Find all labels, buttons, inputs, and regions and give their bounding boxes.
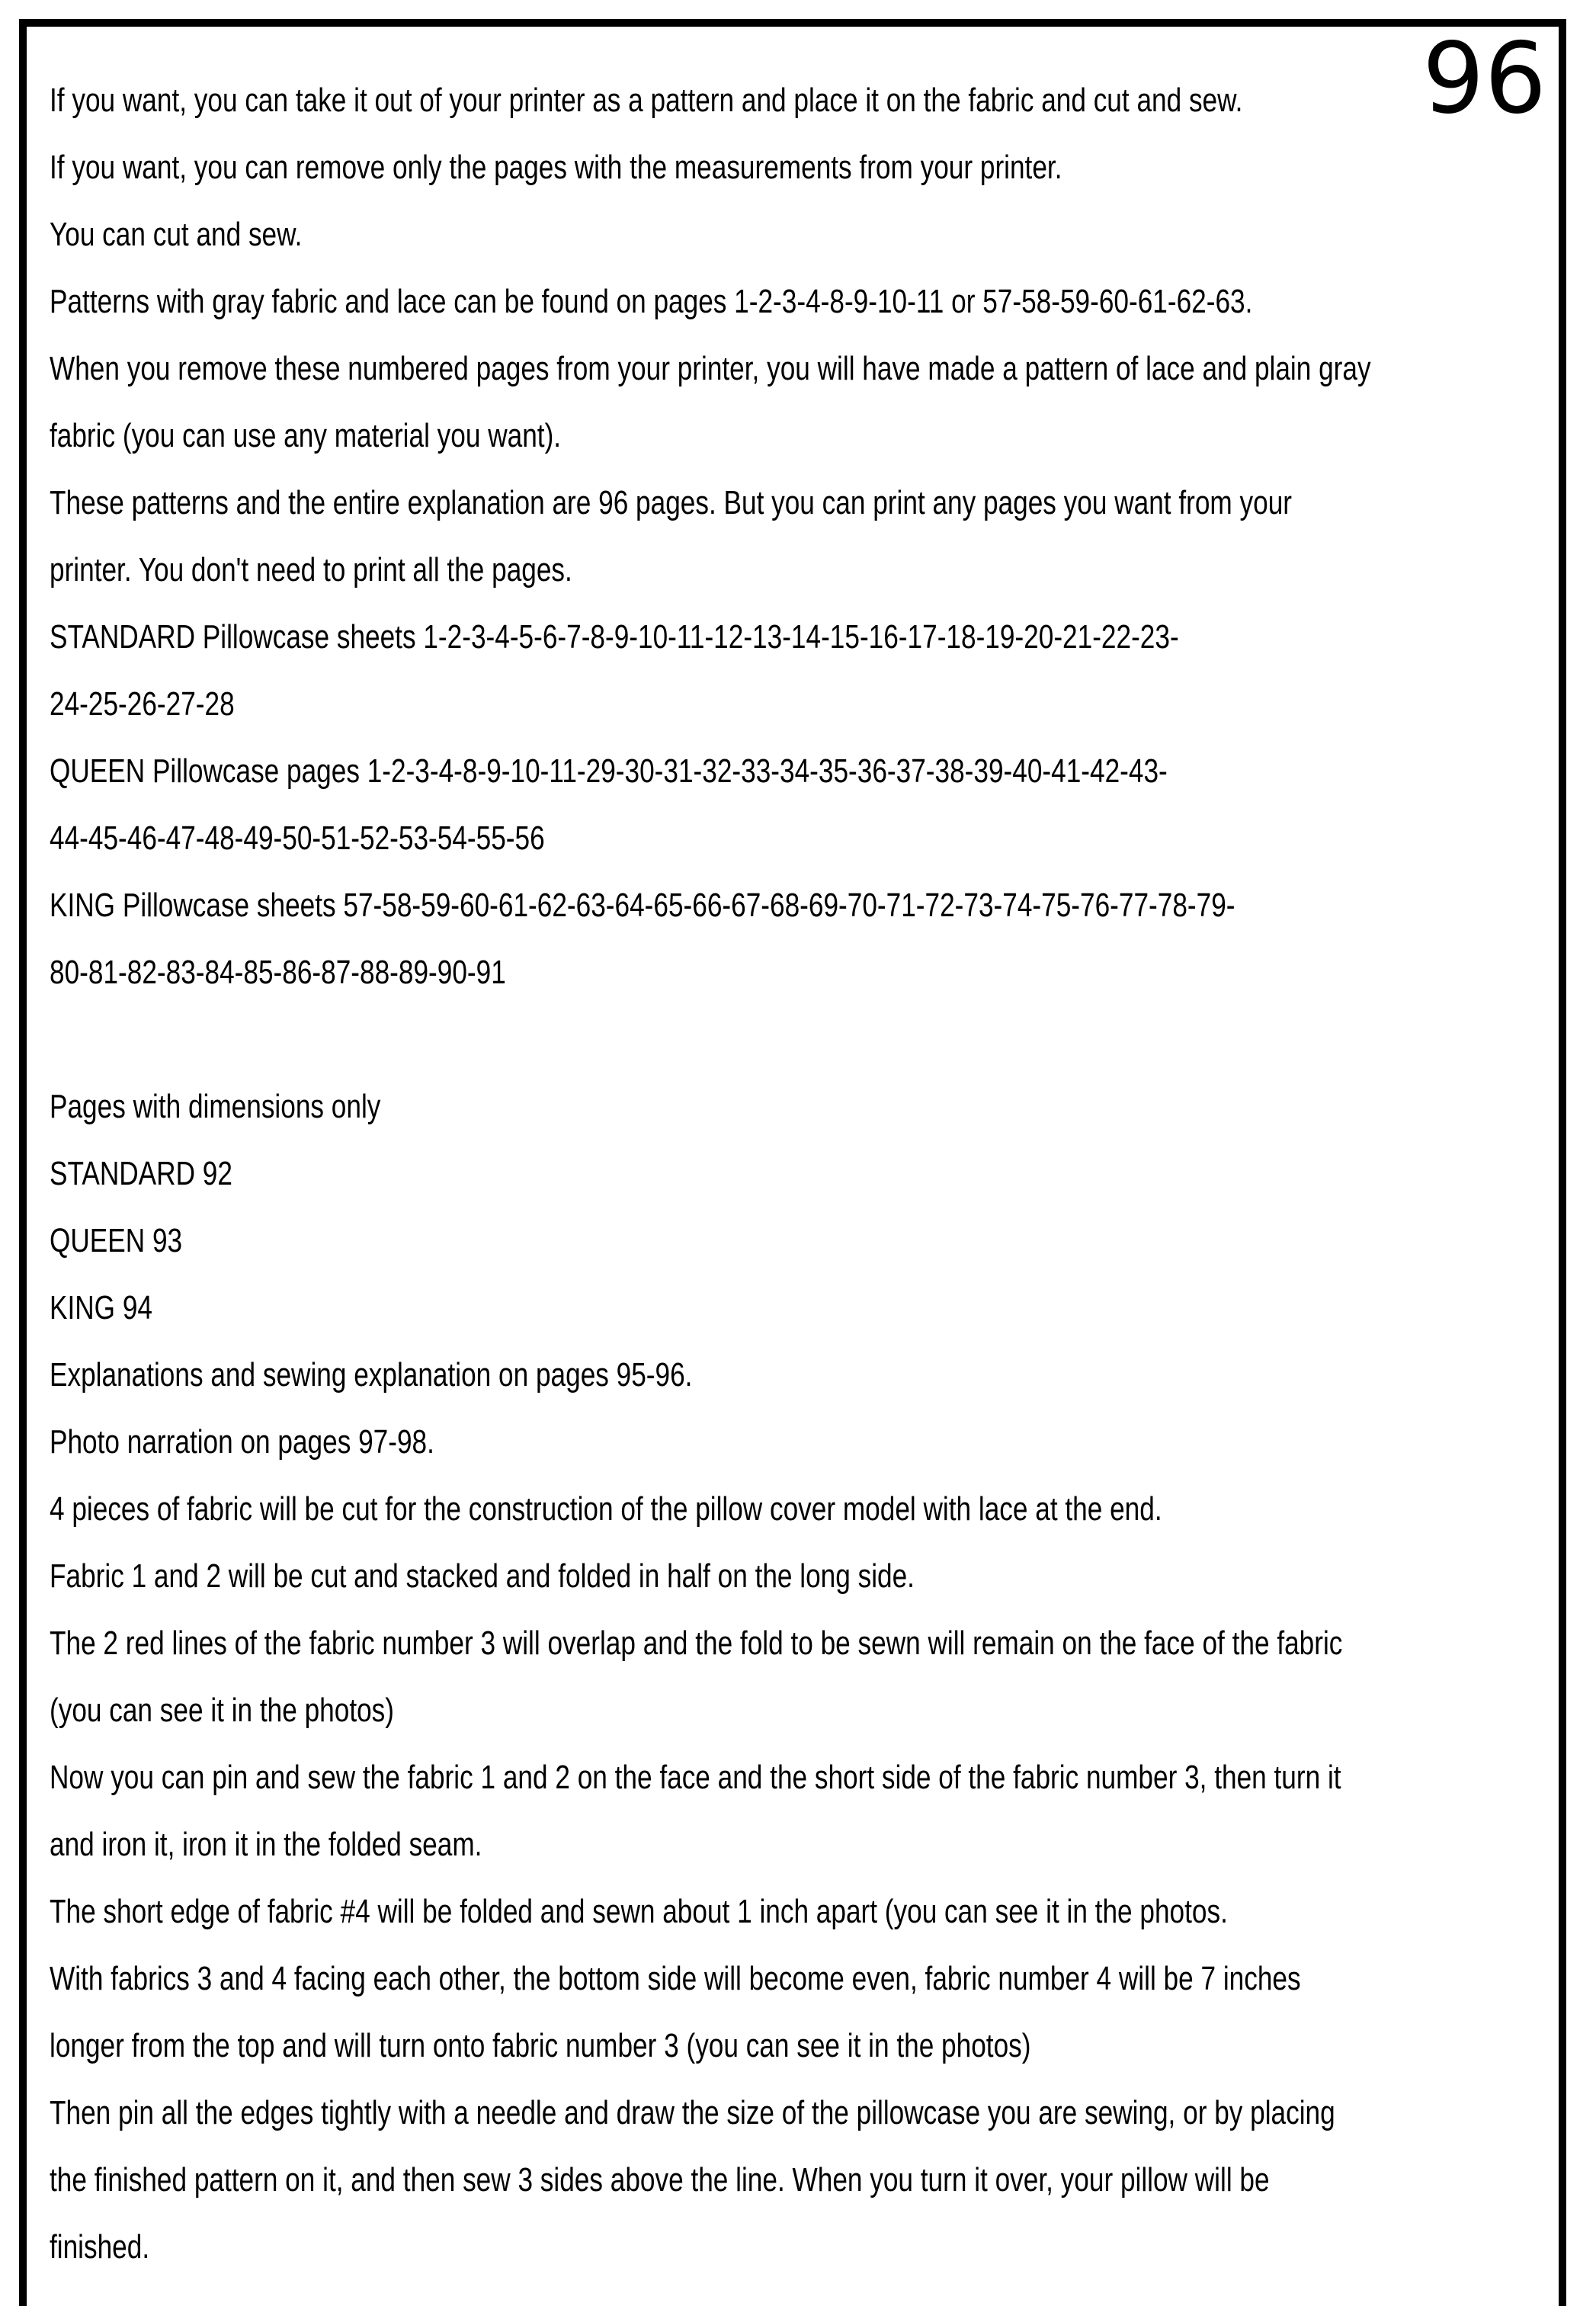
text-line: the finished pattern on it, and then sew 3 sides above the line. When you turn it over, your pillow will be <box>50 2161 1270 2199</box>
spacer <box>50 1006 1226 1073</box>
text-line: The short edge of fabric #4 will be folded and sewn about 1 inch apart (you can see it in the photos. <box>50 1893 1228 1930</box>
text-line: If you want, you can take it out of your printer as a pattern and place it on the fabric and cut and sew. <box>50 82 1243 119</box>
text-line: finished. <box>50 2228 150 2266</box>
text-line: (you can see it in the photos) <box>50 1692 394 1729</box>
standard-pages-line: STANDARD Pillowcase sheets 1-2-3-4-5-6-7-8-9-10-11-12-13-14-15-16-17-18-19-20-21-22-23- <box>50 618 1179 656</box>
text-line: printer. You don't need to print all the pages. <box>50 551 572 589</box>
text-line: Patterns with gray fabric and lace can be found on pages 1-2-3-4-8-9-10-11 or 57-58-59-60-61-62-63. <box>50 283 1253 320</box>
text-line: Explanations and sewing explanation on pages 95-96. <box>50 1356 693 1394</box>
text-line: 4 pieces of fabric will be cut for the construction of the pillow cover model with lace at the end. <box>50 1490 1162 1528</box>
text-line: You can cut and sew. <box>50 216 303 253</box>
text-line: longer from the top and will turn onto fabric number 3 (you can see it in the photos) <box>50 2027 1031 2064</box>
text-line: When you remove these numbered pages from your printer, you will have made a pattern of lace and plain gray <box>50 350 1371 387</box>
text-line: If you want, you can remove only the pages with the measurements from your printer. <box>50 149 1062 186</box>
queen-pages-line: QUEEN Pillowcase pages 1-2-3-4-8-9-10-11-29-30-31-32-33-34-35-36-37-38-39-40-41-42-43- <box>50 752 1168 790</box>
king-pages-line: KING Pillowcase sheets 57-58-59-60-61-62-63-64-65-66-67-68-69-70-71-72-73-74-75-76-77-78-79- <box>50 887 1235 924</box>
page-number: 96 <box>1422 22 1546 136</box>
standard-pages-line: 24-25-26-27-28 <box>50 685 235 723</box>
text-line: Photo narration on pages 97-98. <box>50 1423 434 1461</box>
text-line: With fabrics 3 and 4 facing each other, the bottom side will become even, fabric number 4 will be 7 inches <box>50 1960 1301 1997</box>
text-line: KING 94 <box>50 1289 152 1326</box>
text-line: These patterns and the entire explanation are 96 pages. But you can print any pages you want from your <box>50 484 1292 521</box>
instructions-text <box>50 67 1371 2281</box>
text-line: STANDARD 92 <box>50 1155 232 1192</box>
text-line: and iron it, iron it in the folded seam. <box>50 1826 482 1863</box>
text-line: QUEEN 93 <box>50 1222 183 1259</box>
text-line: fabric (you can use any material you want). <box>50 417 562 454</box>
text-line: Now you can pin and sew the fabric 1 and 2 on the face and the short side of the fabric number 3, then turn it <box>50 1759 1341 1796</box>
dimensions-heading: Pages with dimensions only <box>50 1088 381 1125</box>
king-pages-line: 80-81-82-83-84-85-86-87-88-89-90-91 <box>50 954 506 991</box>
queen-pages-line: 44-45-46-47-48-49-50-51-52-53-54-55-56 <box>50 819 545 857</box>
text-line: The 2 red lines of the fabric number 3 will overlap and the fold to be sewn will remain on the face of the fabric <box>50 1624 1343 1662</box>
text-line: Fabric 1 and 2 will be cut and stacked and folded in half on the long side. <box>50 1557 915 1595</box>
text-line: Then pin all the edges tightly with a needle and draw the size of the pillowcase you are sewing, or by placing <box>50 2094 1335 2131</box>
